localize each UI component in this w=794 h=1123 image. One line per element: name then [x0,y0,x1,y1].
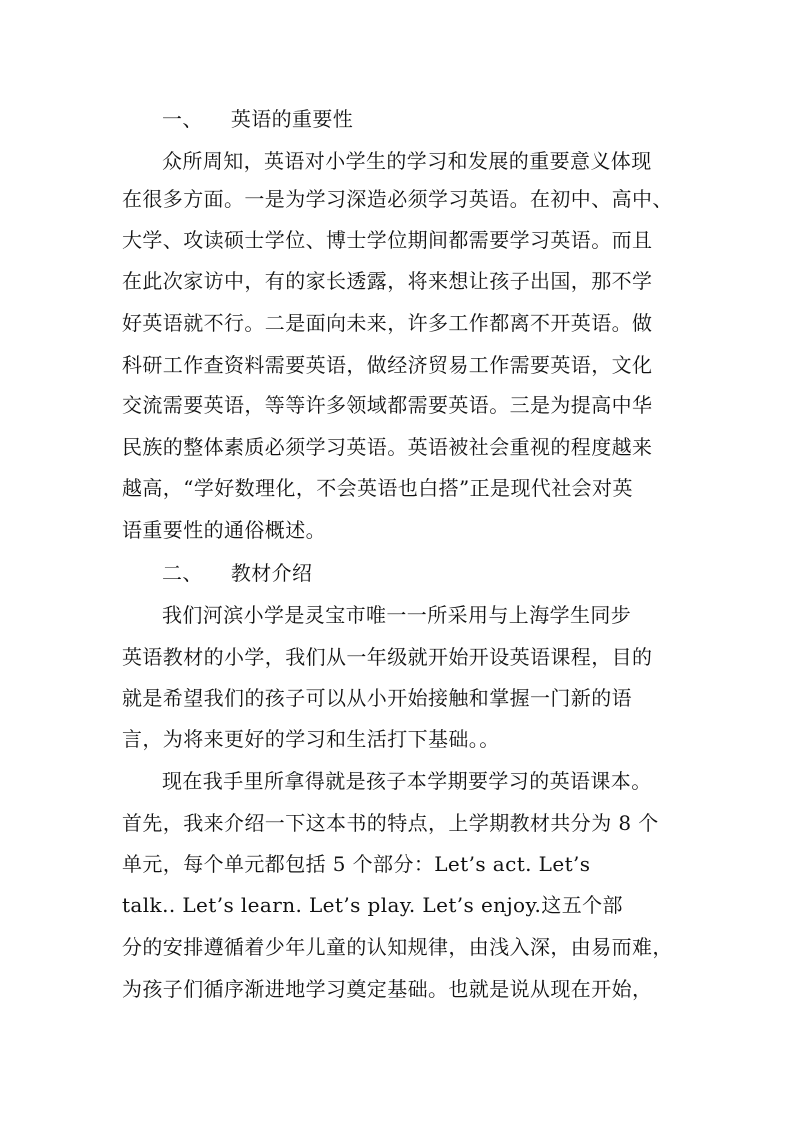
paragraph-line: 大学、攻读硕士学位、博士学位期间都需要学习英语。而且 [122,228,653,252]
section2-number: 二、 [162,561,203,585]
paragraph-line: 民族的整体素质必须学习英语。英语被社会重视的程度越来 [122,435,653,459]
paragraph-line: 单元，每个单元都包括 5 个部分：Let’s act. Let’s [122,852,591,876]
paragraph-line: 科研工作查资料需要英语，做经济贸易工作需要英语，文化 [122,353,653,377]
paragraph-line: 语重要性的通俗概述。 [122,518,326,542]
section2-title: 教材介绍 [230,561,313,585]
paragraph-line: 就是希望我们的孩子可以从小开始接触和掌握一门新的语 [122,686,632,710]
paragraph-line: 众所周知，英语对小学生的学习和发展的重要意义体现 [162,149,652,173]
paragraph-line: talk.. Let’s learn. Let’s play. Let’s enjoy.这五个部 [122,893,623,917]
paragraph-line: 越高，“学好数理化，不会英语也白搭”正是现代社会对英 [122,476,633,500]
paragraph-line: 英语教材的小学，我们从一年级就开始开设英语课程，目的 [122,645,653,669]
section1-number: 一、 [162,107,203,131]
paragraph-line: 交流需要英语，等等许多领域都需要英语。三是为提高中华 [122,393,653,417]
paragraph-line: 在此次家访中，有的家长透露，将来想让孩子出国，那不学 [122,269,653,293]
paragraph-line: 为孩子们循序渐进地学习奠定基础。也就是说从现在开始， [122,977,653,1001]
paragraph-line: 我们河滨小学是灵宝市唯一一所采用与上海学生同步 [162,603,632,627]
section1-title: 英语的重要性 [230,107,354,131]
paragraph-line: 言，为将来更好的学习和生活打下基础。。 [122,727,500,751]
section1-heading [162,106,353,132]
paragraph-line: 分的安排遵循着少年儿童的认知规律，由浅入深，由易而难， [122,935,673,959]
section2-heading [162,560,312,586]
paragraph-line: 现在我手里所拿得就是孩子本学期要学习的英语课本。 [162,769,652,793]
paragraph-line: 在很多方面。一是为学习深造必须学习英语。在初中、高中、 [122,187,673,211]
paragraph-line: 好英语就不行。二是面向未来，许多工作都离不开英语。做 [122,311,653,335]
paragraph-line: 首先，我来介绍一下这本书的特点，上学期教材共分为 8 个 [122,811,659,835]
